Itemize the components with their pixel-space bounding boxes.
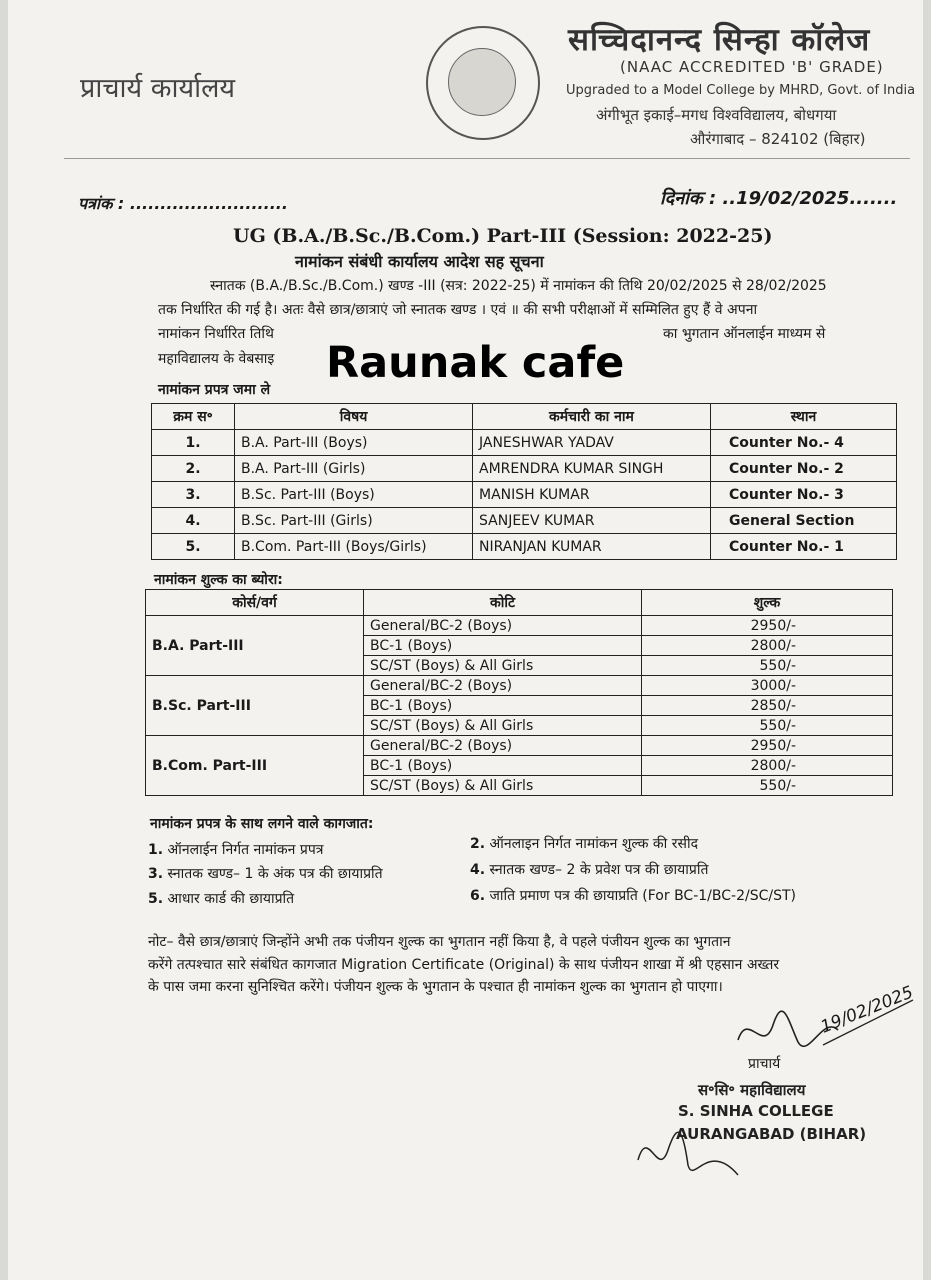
cell-name: NIRANJAN KUMAR bbox=[473, 534, 711, 560]
doc-text: आधार कार्ड की छायाप्रति bbox=[167, 891, 295, 907]
documents-label: नामांकन प्रपत्र के साथ लगने वाले कागजात: bbox=[150, 816, 374, 832]
table-row bbox=[146, 736, 893, 756]
table-row bbox=[152, 482, 897, 508]
stamp-location: AURANGABAD (BIHAR) bbox=[676, 1125, 867, 1143]
doc-number: 2. bbox=[470, 836, 486, 852]
cell-fee: 2800/- bbox=[642, 636, 893, 656]
header-divider bbox=[64, 158, 910, 159]
cell-fee: 2850/- bbox=[642, 696, 893, 716]
cell-course: B.Sc. Part-III bbox=[146, 676, 364, 736]
secondary-signature bbox=[633, 1120, 743, 1190]
cell-category: BC-1 (Boys) bbox=[364, 636, 642, 656]
document-item-4 bbox=[470, 860, 708, 879]
affiliation-line: अंगीभूत इकाई–मगध विश्वविद्यालय, बोधगया bbox=[596, 106, 837, 124]
emblem-inner bbox=[448, 48, 516, 116]
table-header-row bbox=[146, 590, 893, 616]
para-line-3a: नामांकन निर्धारित तिथि bbox=[158, 326, 274, 342]
doc-text: स्नातक खण्ड– 1 के अंक पत्र की छायाप्रति bbox=[167, 866, 383, 882]
cell-fee: 2800/- bbox=[642, 756, 893, 776]
notice-title: UG (B.A./B.Sc./B.Com.) Part-III (Session: 2022-25) bbox=[233, 225, 773, 247]
table-row bbox=[146, 676, 893, 696]
doc-number: 3. bbox=[148, 866, 164, 882]
doc-text: ऑनलाईन निर्गत नामांकन प्रपत्र bbox=[167, 842, 324, 858]
cell-name: AMRENDRA KUMAR SINGH bbox=[473, 456, 711, 482]
watermark-text: Raunak cafe bbox=[326, 338, 625, 388]
doc-text: जाति प्रमाण पत्र की छायाप्रति (For BC-1/BC-2/SC/ST) bbox=[489, 888, 796, 904]
cell-no: 5. bbox=[152, 534, 235, 560]
cell-subject: B.Sc. Part-III (Boys) bbox=[235, 482, 473, 508]
cell-subject: B.A. Part-III (Boys) bbox=[235, 430, 473, 456]
note-line-2: करेंगे तत्पश्चात सारे संबंधित कागजात Migration Certificate (Original) के साथ पंजीयन शाखा में श्री एहसान अख्तर bbox=[148, 957, 780, 973]
fee-details-label: नामांकन शुल्क का ब्योरा: bbox=[154, 572, 283, 588]
naac-grade: (NAAC ACCREDITED 'B' GRADE) bbox=[620, 58, 884, 76]
table-header-row bbox=[152, 404, 897, 430]
principal-designation: प्राचार्य bbox=[748, 1056, 781, 1072]
cell-category: General/BC-2 (Boys) bbox=[364, 616, 642, 636]
cell-place: General Section bbox=[711, 508, 897, 534]
cell-category: SC/ST (Boys) & All Girls bbox=[364, 716, 642, 736]
note-line-1: नोट– वैसे छात्र/छात्राएं जिन्होंने अभी तक पंजीयन शुल्क का भुगतान नहीं किया है, वे पहले पंजीयन शुल्क का भुगतान bbox=[148, 934, 731, 950]
doc-number: 1. bbox=[148, 842, 164, 858]
letter-date: दिनांक : ..19/02/2025....... bbox=[660, 188, 898, 209]
col-header: शुल्क bbox=[642, 590, 893, 616]
document-item-3 bbox=[148, 864, 383, 883]
table-row bbox=[152, 508, 897, 534]
cell-place: Counter No.- 2 bbox=[711, 456, 897, 482]
doc-number: 5. bbox=[148, 891, 164, 907]
cell-place: Counter No.- 4 bbox=[711, 430, 897, 456]
cell-category: General/BC-2 (Boys) bbox=[364, 676, 642, 696]
table-row bbox=[152, 430, 897, 456]
cell-no: 4. bbox=[152, 508, 235, 534]
cell-fee: 550/- bbox=[642, 776, 893, 796]
doc-text: स्नातक खण्ड– 2 के प्रवेश पत्र की छायाप्रति bbox=[489, 862, 709, 878]
cell-place: Counter No.- 1 bbox=[711, 534, 897, 560]
cell-category: SC/ST (Boys) & All Girls bbox=[364, 656, 642, 676]
cell-category: SC/ST (Boys) & All Girls bbox=[364, 776, 642, 796]
upgraded-line: Upgraded to a Model College by MHRD, Govt. of India bbox=[566, 83, 916, 98]
col-header: क्रम स॰ bbox=[152, 404, 235, 430]
cell-place: Counter No.- 3 bbox=[711, 482, 897, 508]
table-row bbox=[152, 456, 897, 482]
cell-fee: 3000/- bbox=[642, 676, 893, 696]
cell-no: 3. bbox=[152, 482, 235, 508]
cell-subject: B.Sc. Part-III (Girls) bbox=[235, 508, 473, 534]
address-line: औरंगाबाद – 824102 (बिहार) bbox=[690, 130, 866, 148]
para-line-3b: का भुगतान ऑनलाईन माध्यम से bbox=[663, 326, 826, 342]
note-line-3: के पास जमा करना सुनिश्चित करेंगे। पंजीयन शुल्क के भुगतान के पश्चात ही नामांकन शुल्क का भुगतान हो पाएगा। bbox=[148, 979, 723, 995]
cell-category: General/BC-2 (Boys) bbox=[364, 736, 642, 756]
cell-fee: 550/- bbox=[642, 716, 893, 736]
cell-course: B.Com. Part-III bbox=[146, 736, 364, 796]
document-page bbox=[8, 0, 923, 1280]
cell-no: 1. bbox=[152, 430, 235, 456]
fee-table bbox=[145, 589, 893, 796]
col-header: विषय bbox=[235, 404, 473, 430]
table-row bbox=[146, 616, 893, 636]
staff-table bbox=[151, 403, 897, 560]
cell-subject: B.A. Part-III (Girls) bbox=[235, 456, 473, 482]
cell-course: B.A. Part-III bbox=[146, 616, 364, 676]
reference-number: पत्रांक : .......................... bbox=[78, 194, 288, 213]
col-header: स्थान bbox=[711, 404, 897, 430]
col-header: कोटि bbox=[364, 590, 642, 616]
stamp-college: S. SINHA COLLEGE bbox=[678, 1102, 834, 1120]
college-name: सच्चिदानन्द सिन्हा कॉलेज bbox=[568, 22, 871, 58]
form-submission-label: नामांकन प्रपत्र जमा ले bbox=[158, 382, 271, 398]
cell-name: MANISH KUMAR bbox=[473, 482, 711, 508]
handwritten-date: 19/02/2025 bbox=[817, 982, 917, 1038]
table-row bbox=[152, 534, 897, 560]
cell-no: 2. bbox=[152, 456, 235, 482]
cell-category: BC-1 (Boys) bbox=[364, 756, 642, 776]
office-title: प्राचार्य कार्यालय bbox=[80, 73, 236, 104]
document-item-2 bbox=[470, 834, 698, 853]
para-line-1: स्नातक (B.A./B.Sc./B.Com.) खण्ड -III (सत्र: 2022-25) में नामांकन की तिथि 20/02/2025 से 28/02/2025 bbox=[210, 278, 827, 294]
col-header: कर्मचारी का नाम bbox=[473, 404, 711, 430]
cell-fee: 550/- bbox=[642, 656, 893, 676]
cell-fee: 2950/- bbox=[642, 616, 893, 636]
document-item-1 bbox=[148, 840, 324, 859]
cell-category: BC-1 (Boys) bbox=[364, 696, 642, 716]
doc-number: 6. bbox=[470, 888, 486, 904]
para-line-4: महाविद्यालय के वेबसाइ bbox=[158, 351, 275, 367]
doc-text: ऑनलाइन निर्गत नामांकन शुल्क की रसीद bbox=[489, 836, 699, 852]
notice-subtitle: नामांकन संबंधी कार्यालय आदेश सह सूचना bbox=[295, 252, 544, 271]
document-item-5 bbox=[148, 889, 294, 908]
cell-name: JANESHWAR YADAV bbox=[473, 430, 711, 456]
document-item-6 bbox=[470, 886, 796, 905]
para-line-2: तक निर्धारित की गई है। अतः वैसे छात्र/छात्राएं जो स्नातक खण्ड । एवं ॥ की सभी परीक्षाओं में सम्मिलित हुए हैं वे अपना bbox=[158, 302, 758, 318]
doc-number: 4. bbox=[470, 862, 486, 878]
cell-name: SANJEEV KUMAR bbox=[473, 508, 711, 534]
cell-fee: 2950/- bbox=[642, 736, 893, 756]
stamp-hindi: स॰सि॰ महाविद्यालय bbox=[698, 1081, 806, 1099]
col-header: कोर्स/वर्ग bbox=[146, 590, 364, 616]
cell-subject: B.Com. Part-III (Boys/Girls) bbox=[235, 534, 473, 560]
